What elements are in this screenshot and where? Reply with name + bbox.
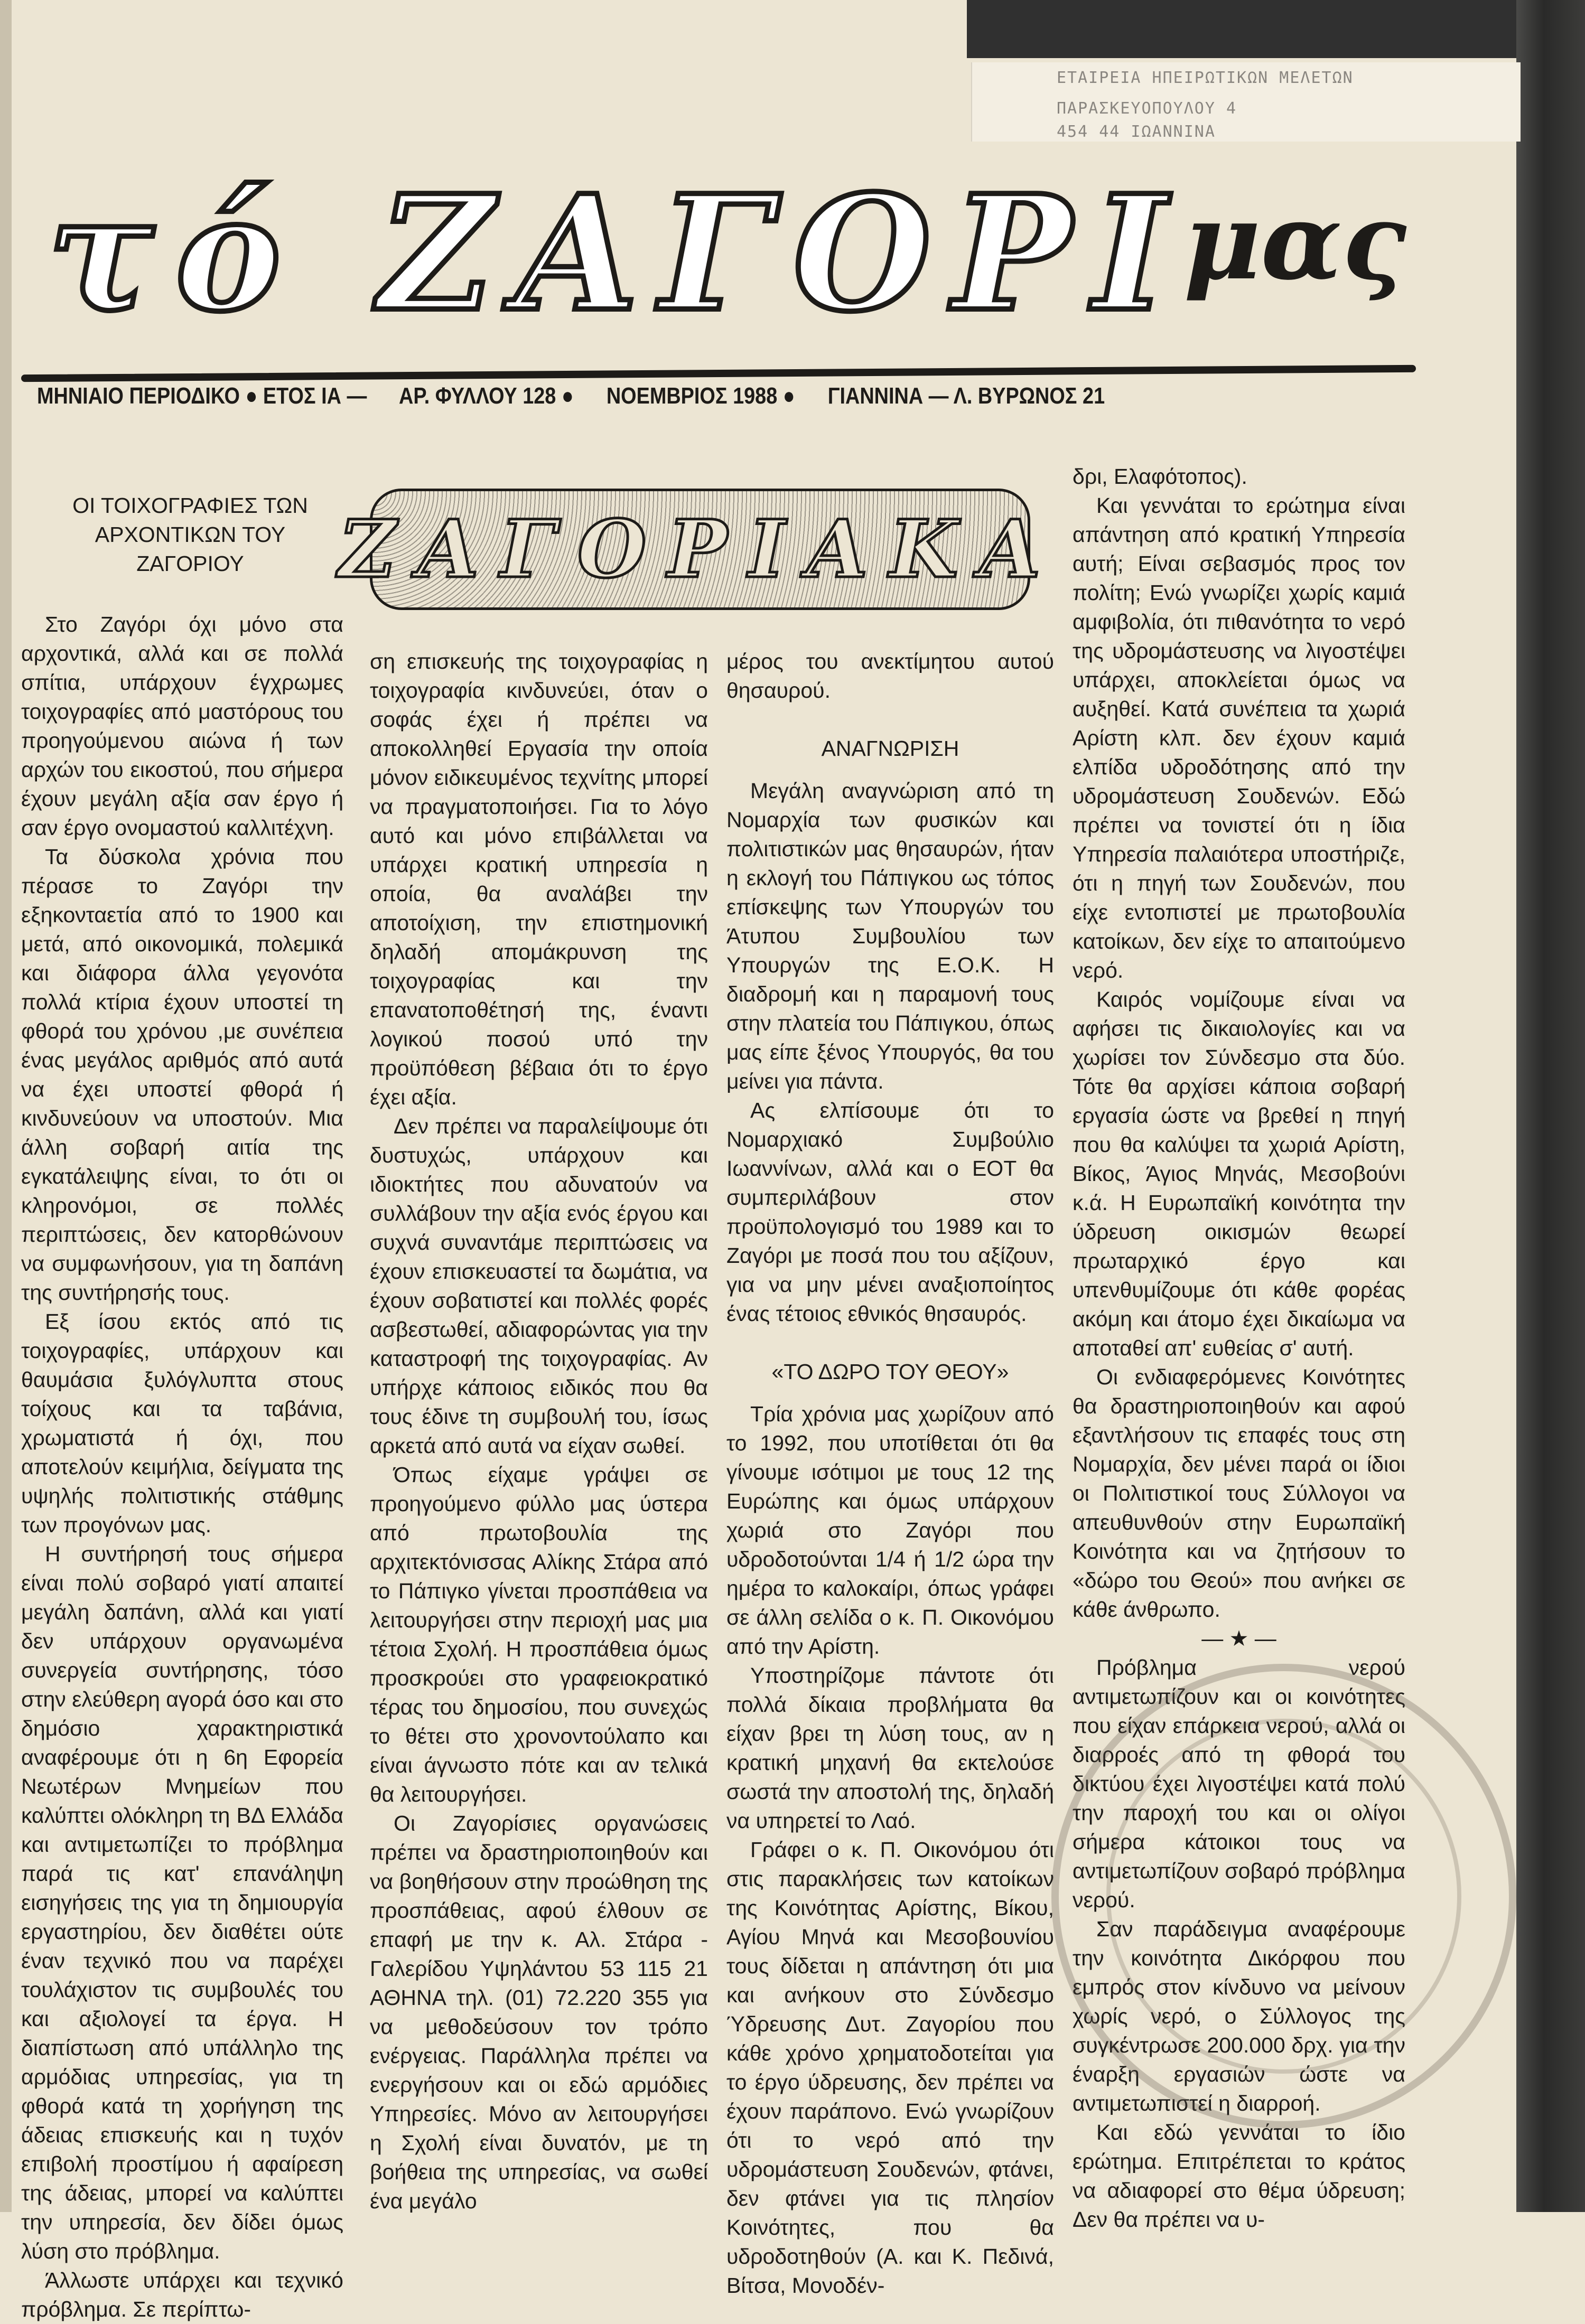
paragraph: Και εδώ γεννάται το ίδιο ερώτημα. Επιτρέπεται το κράτος να αδιαφορεί στο θέμα ύδρευση; Δεν θα πρέπει να υ- [1073,2120,1405,2232]
paragraph: Μεγάλη αναγνώριση από τη Νομαρχία των φυσικών και πολιτιστικών μας θησαυρών, ήταν η εκλογή του Πάπιγκου ως τόπος επίσκεψης των Υπουργών του Άτυπου Συμβουλίου των Υπουργών της Ε.Ο.Κ. Η διαδρομή και η παραμονή τους στην πλατεία του Πάπιγκου, όπως μας είπε ξένος Υπουργός, θα του μείνει για πάντα. [726,779,1054,1093]
masthead [48,158,1407,349]
column-1 [21,491,343,2324]
paragraph: Καιρός νομίζουμε είναι να αφήσει τις δικαιολογίες και να χωρίσει τον Σύνδεσμο στα δύο. Τότε θα αρχίσει κάποια σοβαρή εργασία ώστε να βρεθεί η πηγή που θα καλύψει τα χωριά Αρίστη, Βίκος, Άγιος Μηνάς, Μεσοβούνι κ.ά. Η Ευρωπαϊκή κοινότητα την ύδρευση οικισμών θεωρεί πρωταρχικό έργο και υπενθυμίζουμε ότι κάθε φορέας ακόμη και άτομο έχει δικαίωμα να αποταθεί απ' ευθείας σ' αυτή. [1073,987,1405,1360]
section-heading: ΑΝΑΓΝΩΡΙΣΗ [821,736,959,761]
issue-info [37,383,1218,409]
paragraph: Η συντήρησή τους σήμερα είναι πολύ σοβαρό γιατί απαιτεί μεγάλη δαπάνη, αλλά και γιατί δεν υπάρχουν οργανωμένα συνεργεία συντήρησης, τόσο στην ελεύθερη αγορά όσο και στο δημόσιο χαρακτηριστικά αναφέρουμε ότι η 6η Εφορεία Νεωτέρων Μνημείων που καλύπτει ολόκληρη τη ΒΔ Ελλάδα και αντιμετωπίζει το πρόβλημα παρά τις κατ' επανάληψη εισηγήσεις της για τη δημιουργία εργαστηρίου, δεν διαθέτει ούτε έναν τεχνικό που να παρέχει τουλάχιστον τις συμβουλές του και αξιολογεί τα έργα. Η διαπίστωση από υπάλληλο της αρμόδιας υπηρεσίας, για τη φθορά κατά τη χορήγηση της άδειας επισκευής και η τυχόν επιβολή προστίμου ή αφαίρεση της άδειας, μπορεί να καλύπτει την υπηρεσία, δεν δίδει όμως λύση στο πρόβλημα. [21,1542,343,2263]
masthead-rule [21,365,1416,382]
paragraph: Τρία χρόνια μας χωρίζουν από το 1992, που υποτίθεται ότι θα γίνουμε ισότιμοι με τους 12 της Ευρώπης και όμως υπάρχουν χωριά στο Ζαγόρι που υδροδοτούνται 1/4 ή 1/2 ώρα την ημέρα το καλοκαίρι, όπως γράφει σε άλλη σελίδα ο κ. Π. Οικονόμου από την Αρίστη. [726,1402,1054,1658]
paragraph: Ας ελπίσουμε ότι το Νομαρχιακό Συμβούλιο Ιωαννίνων, αλλά και ο ΕΟΤ θα συμπεριλάβουν στον προϋπολογισμό του 1989 και το Ζαγόρι με ποσά που του αξίζουν, για να μην μένει αναξιοποίητος ένας τέτοιος εθνικός θησαυρός. [726,1098,1054,1326]
masthead-suffix: μας [1183,180,1407,304]
paragraph: Όπως είχαμε γράψει σε προηγούμενο φύλλο μας ύστερα από πρωτοβουλία της αρχιτεκτόνισσας Αλίκης Στάρα από το Πάπιγκο γίνεται προσπάθεια να λειτουργήσει στην περιοχή μας μια τέτοια Σχολή. Η προσπάθεια όμως προσκρούει στο γραφειοκρατικό τέρας του δημοσίου, που συνεχώς το θέτει στο χρονοντούλαπο και είναι άγνωστο πότε και αν τελικά θα λειτουργήσει. [370,1463,708,1806]
paragraph: Δεν πρέπει να παραλείψουμε ότι δυστυχώς, υπάρχουν και ιδιοκτήτες που αδυνατούν να συλλάβουν την αξία ενός έργου και συχνά συναντάμε περιπτώσεις να έχουν επισκευαστεί τα δωμάτια, να έχουν σοβατιστεί και πολλές φορές ασβεστωθεί, αδιαφορώντας για την καταστροφή της τοιχογραφίας. Αν υπήρχε κάποιος ειδικός που θα τους έδινε τη συμβουλή του, ίσως αρκετά από αυτά να είχαν σωθεί. [370,1114,708,1458]
book-binding [1516,0,1585,2212]
issue-number: ΑΡ. ΦΥΛΛΟΥ 128 ● [399,383,574,409]
publisher-address: ΓΙΑΝΝΙΝΑ — Λ. ΒΥΡΩΝΟΣ 21 [827,383,1105,409]
paragraph: Τα δύσκολα χρόνια που πέρασε το Ζαγόρι την εξηκονταετία από το 1900 και μετά, από οικονομικά, πολεμικά και διάφορα άλλα γεγονότα πολλά κτίρια έχουν υποστεί τη φθορά του χρόνου ,με συνέπεια ένας μεγάλος αριθμός από αυτά να έχει υποστεί φθορά ή κινδυνεύουν να υποστούν. Μια άλλη σοβαρή αιτία της εγκατάλειψης είναι, το ότι οι κληρονόμοι, σε πολλές περιπτώσεις, δεν κατορθώνουν να συμφωνήσουν, για τη δαπάνη της συντήρησής τους. [21,845,343,1305]
column-2 [370,647,708,2216]
masthead-title: τό ΖΑΓΟΡΙ [48,160,1188,346]
section-banner-title: ΖΑΓΟΡΙΑΚΑ [338,503,1062,596]
section-separator: — ★ — [1201,1626,1276,1651]
label-org: ΕΤΑΙΡΕΙΑ ΗΠΕΙΡΩΤΙΚΩΝ ΜΕΛΕΤΩΝ [1057,69,1354,87]
section-banner [338,489,1062,610]
paragraph: Υποστηρίζομε πάντοτε ότι πολλά δίκαια προβλήματα θα είχαν βρει τη λύση τους, αν η κρατική μηχανή θα εκτελούσε σωστά την αποστολή της, δηλαδή να υπηρετεί το Λαό. [726,1663,1054,1833]
paragraph: Οι ενδιαφερόμενες Κοινότητες θα δραστηριοποιηθούν και αφού εξαντλήσουν τις επαφές τους στη Νομαρχία, δεν μένει παρά οι ίδιοι οι Πολιτιστικοί τους Σύλλογοι να απευθυνθούν στην Ευρωπαϊκή Κοινότητα και να ζητήσουν το «δώρο του Θεού» που ανήκει σε κάθε άνθρωπο. [1073,1365,1405,1622]
paragraph: Και γεννάται το ερώτημα είναι απάντηση από κρατική Υπηρεσία αυτή; Είναι σεβασμός προς τον πολίτη; Ενώ γνωρίζει χωρίς καμιά αμφιβολία, ότι πιθανότητα το νερό της υδρομάστευσης να λιγοστέψει υπάρχει, αποκλείεται όμως να αυξηθεί. Κατά συνέπεια τα χωριά Αρίστη κλπ. δεν έχουν καμιά ελπίδα υδροδότησης από την υδρομάστευση Σουδενών. Εδώ πρέπει να τονιστεί ότι η ίδια Υπηρεσία παλαιότερα υποστήριζε, ότι η πηγή των Σουδενών, που είχε εντοπιστεί με πρωτοβουλία κατοίκων, δεν είχε το απαιτούμενο νερό. [1073,493,1405,982]
periodical-info: ΜΗΝΙΑΙΟ ΠΕΡΙΟΔΙΚΟ ● ΕΤΟΣ ΙΑ — [37,383,367,409]
previous-page-edge [0,0,12,2212]
paragraph: Εξ ίσου εκτός από τις τοιχογραφίες, υπάρχουν και θαυμάσια ξυλόγλυπτα στους τοίχους και τα ταβάνια, χρωματιστά ή όχι, που αποτελούν κειμήλια, δείγματα της υψηλής πολιτιστικής στάθμης των προγόνων μας. [21,1309,343,1537]
paragraph: Πρόβλημα νερού αντιμετωπίζουν και οι κοινότητες που είχαν επάρκεια νερού, αλλά οι διαρροές από τη φθορά του δικτύου έχει λιγοστέψει κατά πολύ την παροχή του και οι ολίγοι σήμερα κάτοικοι τους να αντιμετωπίζουν σοβαρό πρόβλημα νερού. [1073,1655,1405,1912]
label-street: ΠΑΡΑΣΚΕΥΟΠΟΥΛΟΥ 4 [1057,99,1237,118]
paragraph: Οι Ζαγορίσιες οργανώσεις πρέπει να δραστηριοποιηθούν και να βοηθήσουν στην προώθηση της προσπάθειας, αφού έλθουν σε επαφή με την κ. Αλ. Στάρα - Γαλερίδου Υψηλάντου 53 115 21 ΑΘΗΝΑ τηλ. (01) 72.220 355 για να μεθοδεύσουν τον τρόπο ενέργειας. Παράλληλα πρέπει να ενεργήσουν και οι εδώ αρμόδιες Υπηρεσίες. Μόνο αν λειτουργήσει η Σχολή είναι δυνατόν, με τη βοήθεια της υπηρεσίας, να σωθεί ένα μεγάλο [370,1811,708,2213]
paragraph: ση επισκευής της τοιχογραφίας η τοιχογραφία κινδυνεύει, όταν ο σοφάς έχει ή πρέπει να αποκολληθεί Εργασία την οποία μόνον ειδικευμένος τεχνίτης μπορεί να πραγματοποιήσει. Για το λόγο αυτό και μόνο επιβάλλεται να υπάρχει κρατική υπηρεσία η οποία, θα αναλάβει την αποτοίχιση, την επιστημονική δηλαδή απομάκρυνση της τοιχογραφίας και την επανατοποθέτησή της, έναντι λογικού ποσού υπό την προϋπόθεση βέβαια ότι το έργο έχει αξία. [370,649,708,1109]
column-3 [726,647,1054,2300]
issue-date: ΝΟΕΜΒΡΙΟΣ 1988 ● [606,383,795,409]
address-label [971,62,1521,142]
paragraph: Άλλωστε υπάρχει και τεχνικό πρόβλημα. Σε περίπτω- [21,2268,343,2321]
paragraph: μέρος του ανεκτίμητου αυτού θησαυρού. [726,649,1054,702]
label-city: 454 44 ΙΩΑΝΝΙΝΑ [1057,123,1216,141]
paragraph: Σαν παράδειγμα αναφέρουμε την κοινότητα Δικόρφου που εμπρός στον κίνδυνο να μείνουν χωρίς νερό, ο Σύλλογος της συγκέντρωσε 200.000 δρχ. για την έναρξη εργασιών ώστε να αντιμετωπιστεί η διαρροή. [1073,1917,1405,2115]
section-heading: «ΤΟ ΔΩΡΟ ΤΟΥ ΘΕΟΥ» [771,1360,1009,1384]
article-title: ΟΙ ΤΟΙΧΟΓΡΑΦΙΕΣ ΤΩΝ ΑΡΧΟΝΤΙΚΩΝ ΤΟΥ ΖΑΓΟΡΙΟΥ [72,493,308,576]
paragraph: Στο Ζαγόρι όχι μόνο στα αρχοντικά, αλλά και σε πολλά σπίτια, υπάρχουν έγχρωμες τοιχογραφίες από μαστόρους του προηγούμενου αιώνα ή των αρχών του εικοστού, που σήμερα έχουν μεγάλη αξία σαν έργο ή σαν έργο ονομαστού καλλιτέχνη. [21,612,343,840]
paragraph: Γράφει ο κ. Π. Οικονόμου ότι στις παρακλήσεις των κατοίκων της Κοινότητας Αρίστης, Βίκου, Αγίου Μηνά και Μεσοβουνίου τους δίδεται η απάντηση ότι μια και ανήκουν στο Σύνδεσμο Ύδρευσης Δυτ. Ζαγορίου που κάθε χρόνο χρηματοδοτείται για το έργο ύδρευσης, δεν πρέπει να έχουν παράπονο. Ενώ γνωρίζουν ότι το νερό από την υδρομάστευση Σουδενών, φτάνει, δεν φτάνει για τις πλησίον Κοινότητες, που θα υδροδοτηθούν (Α. και Κ. Πεδινά, Βίτσα, Μονοδέν- [726,1838,1054,2298]
binding-top [967,0,1585,58]
library-seal-stamp [1051,1664,1516,2129]
paragraph: δρι, Ελαφότοπος). [1073,464,1247,489]
